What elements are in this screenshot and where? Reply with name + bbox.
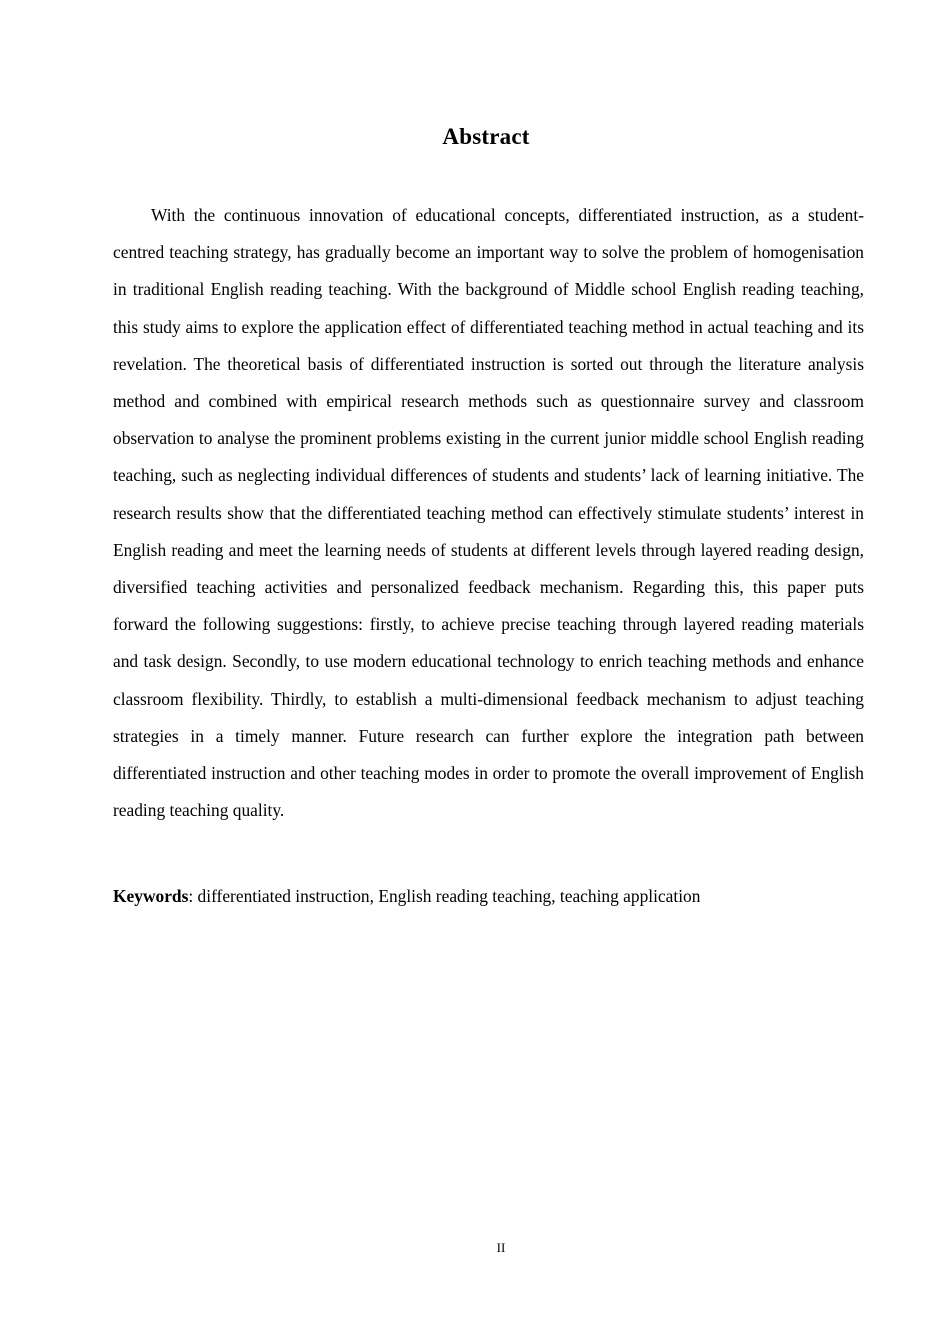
keywords-label: Keywords (113, 886, 189, 906)
page-number: II (496, 1240, 506, 1255)
keywords-separator: : (188, 886, 198, 906)
abstract-title: Abstract (442, 124, 530, 149)
abstract-body-paragraph: With the continuous innovation of educational concepts, differentiated instruction, as a student-centred teaching strategy, has gradually become an important way to solve the problem of homogenisation in traditional English reading teaching. With the background of Middle school English reading teaching, this study aims to explore the application effect of differentiated teaching method in actual teaching and its revelation. The theoretical basis of differentiated instruction is sorted out through the literature analysis method and combined with empirical research methods such as questionnaire survey and classroom observation to analyse the prominent problems existing in the current junior middle school English reading teaching, such as neglecting individual differences of students and students’ lack of learning initiative. The research results show that the differentiated teaching method can effectively stimulate students’ interest in English reading and meet the learning needs of students at different levels through layered reading design, diversified teaching activities and personalized feedback mechanism. Regarding this, this paper puts forward the following suggestions: firstly, to achieve precise teaching through layered reading materials and task design. Secondly, to use modern educational technology to enrich teaching methods and enhance classroom flexibility. Thirdly, to establish a multi-dimensional feedback mechanism to adjust teaching strategies in a timely manner. Future research can further explore the integration path between differentiated instruction and other teaching modes in order to promote the overall improvement of English reading teaching quality. (113, 205, 864, 821)
keywords-line (113, 882, 864, 910)
keywords-value: differentiated instruction, English reading teaching, teaching application (197, 886, 701, 906)
